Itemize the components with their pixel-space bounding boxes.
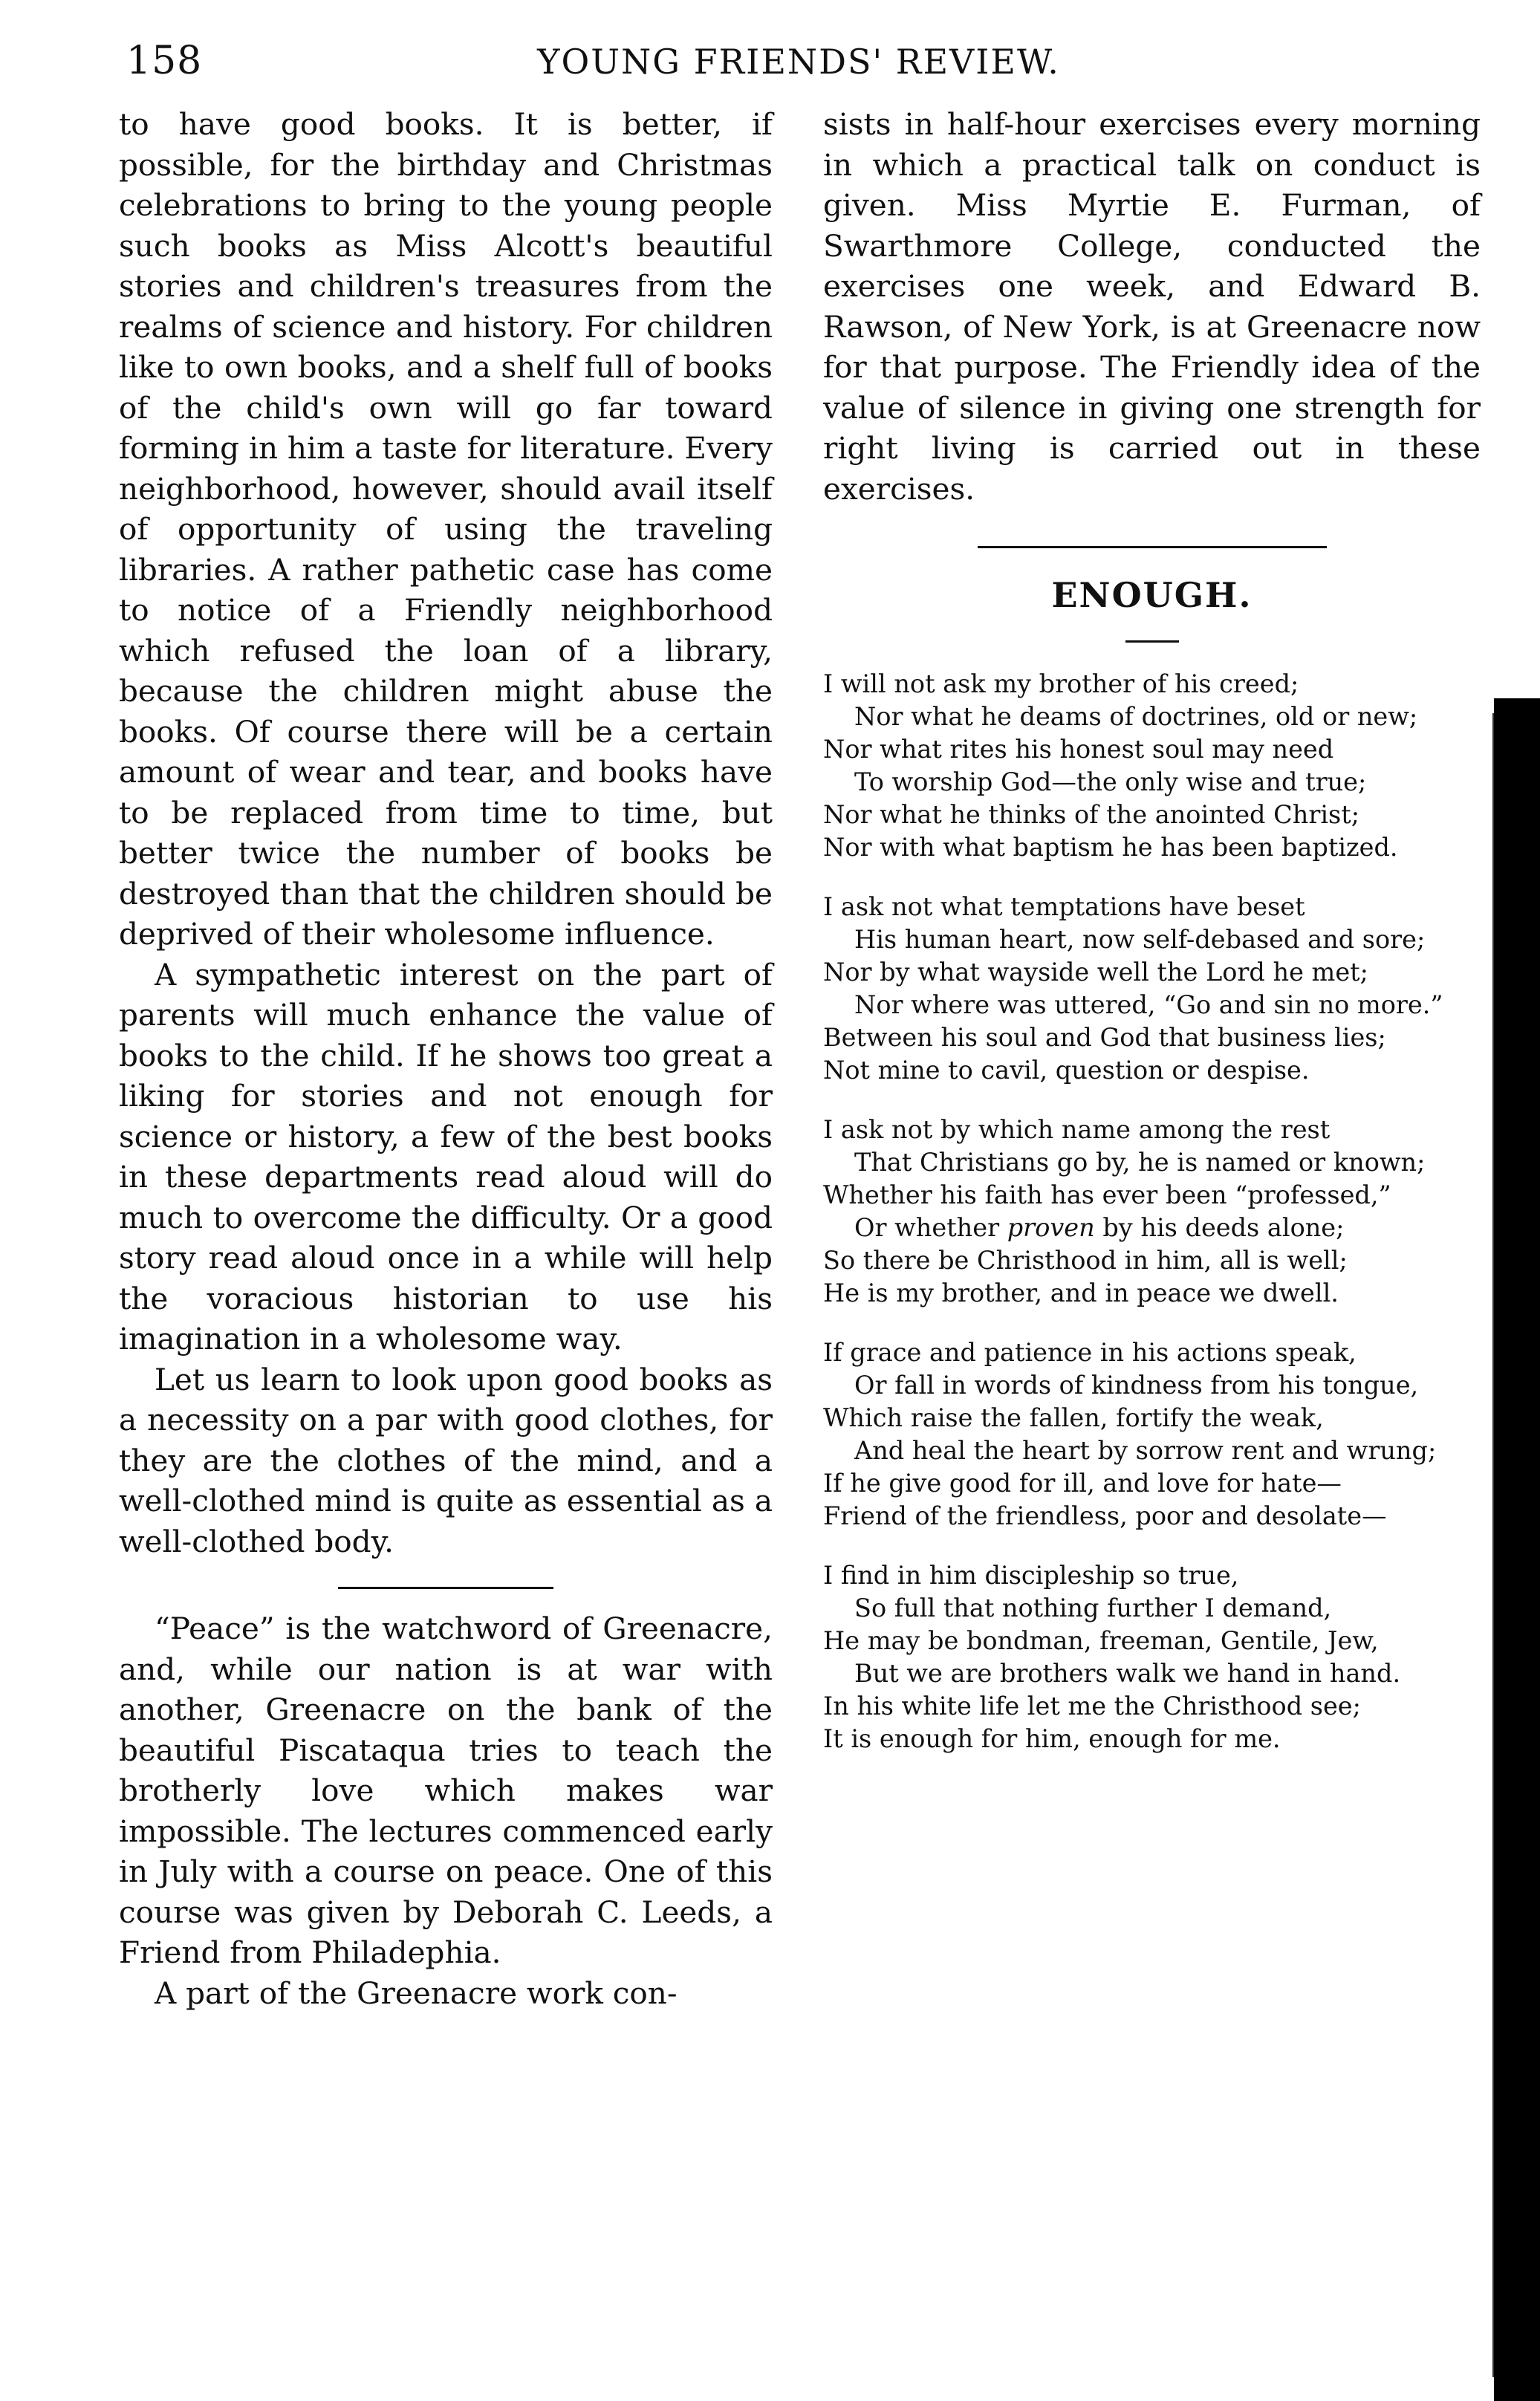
poem-italic-word: proven <box>1007 1213 1095 1242</box>
poem-line: To worship God—the only wise and true; <box>854 767 1367 796</box>
poem-line: Not mine to cavil, question or despise. <box>823 1056 1310 1085</box>
poem-line: So there be Christhood in him, all is well; <box>823 1246 1348 1275</box>
poem-line: It is enough for him, enough for me. <box>823 1724 1281 1753</box>
poem-line: Nor what he thinks of the anointed Christ; <box>823 800 1359 829</box>
poem-line: And heal the heart by sorrow rent and wrung; <box>854 1436 1437 1465</box>
right-column <box>823 104 1481 1782</box>
page-number: 158 <box>126 39 203 83</box>
page-header <box>119 39 1478 91</box>
poem-line: Nor what rites his honest soul may need <box>823 735 1334 764</box>
poem-line: If grace and patience in his actions speak, <box>823 1338 1357 1367</box>
poem-line-text: by his deeds alone; <box>1094 1213 1345 1242</box>
poem-line: So full that nothing further I demand, <box>854 1593 1332 1622</box>
poem-line: He is my brother, and in peace we dwell. <box>823 1279 1339 1307</box>
poem-stanza <box>823 891 1481 1087</box>
poem-line-text: Or whether <box>854 1213 1007 1242</box>
poem-line: Between his soul and God that business lies; <box>823 1023 1386 1052</box>
poem-line: His human heart, now self-debased and sore; <box>854 925 1426 954</box>
poem-title: ENOUGH. <box>1051 575 1253 615</box>
poem-line: I will not ask my brother of his creed; <box>823 669 1299 698</box>
poem-line: I find in him discipleship so true, <box>823 1561 1239 1590</box>
poem-line: Nor where was uttered, “Go and sin no more.” <box>854 990 1443 1019</box>
poem-line: Or fall in words of kindness from his tongue, <box>854 1371 1419 1400</box>
poem-stanza <box>823 1114 1481 1310</box>
poem-line: That Christians go by, he is named or known; <box>854 1148 1426 1177</box>
poem-line: I ask not by which name among the rest <box>823 1115 1331 1144</box>
poem-line: But we are brothers walk we hand in hand. <box>854 1659 1401 1688</box>
left-column <box>119 104 773 2013</box>
poem-line: If he give good for ill, and love for hate— <box>823 1469 1342 1498</box>
poem-stanza <box>823 668 1481 864</box>
poem-stanza <box>823 1559 1481 1755</box>
poem-line: I ask not what temptations have beset <box>823 892 1305 921</box>
poem <box>823 668 1481 1755</box>
paragraph: sists in half-hour exercises every morning in which a practical talk on conduct is given. Miss Myrtie E. Furman, of Swarthmore College, conducted the exercises one week, and Edward B. Rawson, of New York, is at Greenacre now for that purpose. The Friendly idea of the value of silence in giving one strength for right living is carried out in these exercises. <box>823 106 1481 507</box>
paragraph: A sympathetic interest on the part of parents will much enhance the value of books to the child. If he shows too great a liking for stories and not enough for science or history, a few of the best books in these departments read aloud will do much to overcome the difficulty. Or a good story read aloud once in a while will help the voracious historian to use his imagination in a wholesome way. <box>119 956 773 1357</box>
running-head: YOUNG FRIENDS' REVIEW. <box>537 42 1060 82</box>
poem-line: Whether his faith has ever been “professed,” <box>823 1180 1391 1209</box>
poem-line: Which raise the fallen, fortify the weak, <box>823 1403 1324 1432</box>
paragraph: “Peace” is the watchword of Greenacre, and, while our nation is at war with another, Greenacre on the bank of the beautiful Piscataqua tries to teach the brotherly love which makes war impossible. The lectures commenced early in July with a course on peace. One of this course was given by Deborah C. Leeds, a Friend from Philadephia. <box>119 1611 773 1970</box>
poem-line: Nor by what wayside well the Lord he met; <box>823 958 1368 987</box>
poem-line: Nor what he deams of doctrines, old or new; <box>854 702 1418 731</box>
paragraph: to have good books. It is better, if possible, for the birthday and Christmas celebrations to bring to the young people such books as Miss Alcott's beautiful stories and children's treasures from the realms of science and history. For children like to own books, and a shelf full of books of the child's own will go far toward forming in him a taste for literature. Every neighborhood, however, should avail itself of opportunity of using the traveling libraries. A rather pathetic case has come to notice of a Friendly neighborhood which refused the loan of a library, because the children might abuse the books. Of course there will be a certain amount of wear and tear, and books have to be replaced from time to time, but better twice the number of books be destroyed than that the children should be deprived of their wholesome influence. <box>119 106 773 952</box>
poem-line: Friend of the friendless, poor and desolate— <box>823 1501 1387 1530</box>
poem-line <box>823 1212 1481 1244</box>
page-edge-shadow <box>1494 698 1540 2401</box>
poem-line: He may be bondman, freeman, Gentile, Jew, <box>823 1626 1379 1655</box>
paragraph: A part of the Greenacre work con- <box>155 1975 678 2011</box>
poem-line: Nor with what baptism he has been baptized. <box>823 833 1398 862</box>
poem-line: In his white life let me the Christhood see; <box>823 1692 1361 1721</box>
paragraph: Let us learn to look upon good books as a necessity on a par with good clothes, for they are the clothes of the mind, and a well-clothed mind is quite as essential as a well-clothed body. <box>119 1361 773 1559</box>
poem-stanza <box>823 1336 1481 1533</box>
